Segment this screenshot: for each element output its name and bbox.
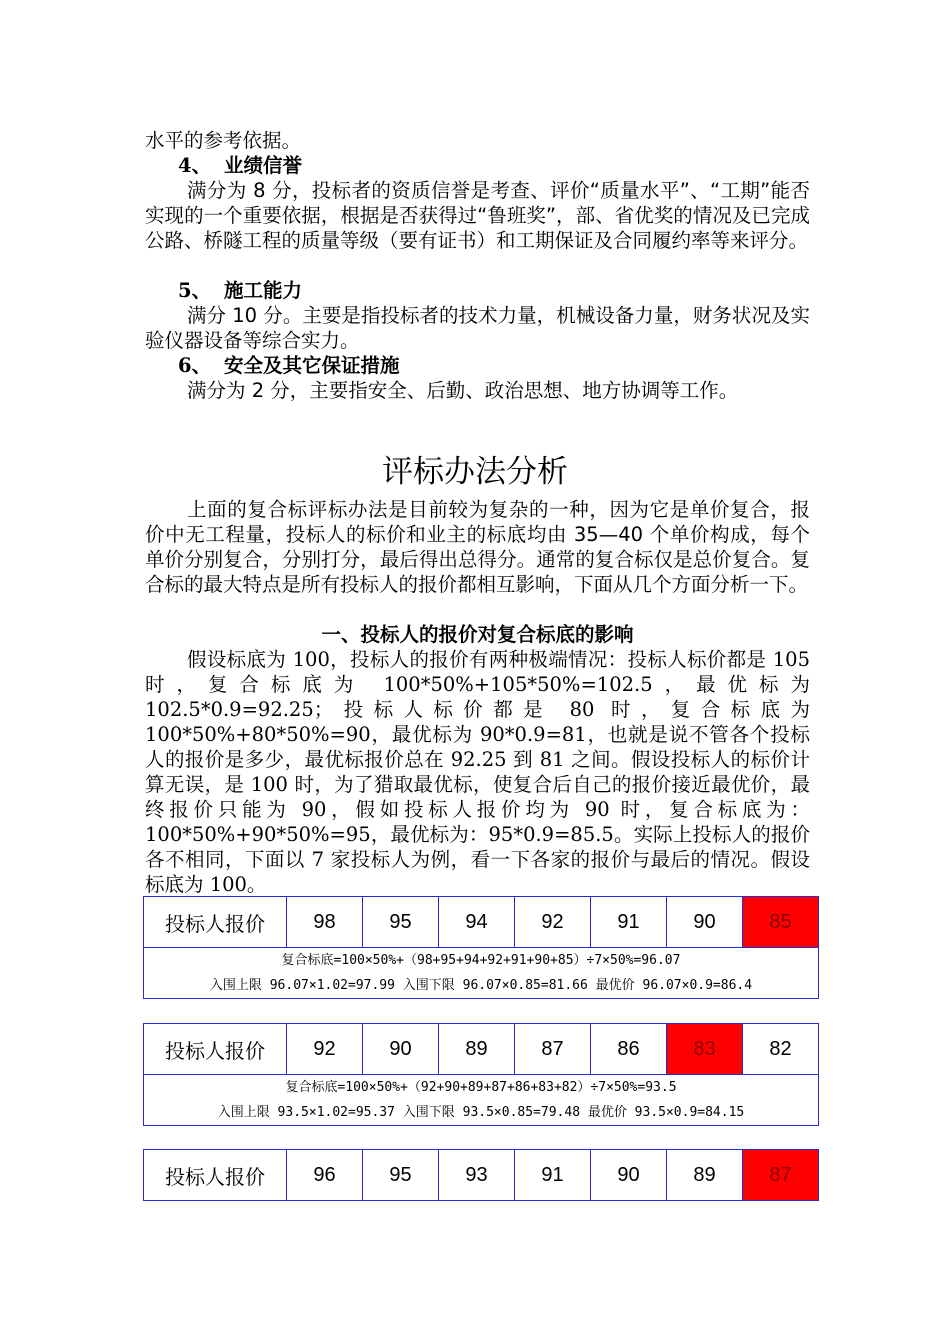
row-label: 投标人报价 <box>144 1024 287 1075</box>
bid-value-cell: 82 <box>743 1024 819 1075</box>
row-label: 投标人报价 <box>144 1150 287 1201</box>
bid-table-2 <box>143 1023 819 1126</box>
table-row <box>144 1150 819 1201</box>
bid-value-cell: 95 <box>363 897 439 948</box>
bid-value-cell: 92 <box>515 897 591 948</box>
heading-number: 6、 <box>178 354 212 377</box>
heading-6 <box>178 353 400 378</box>
heading-5 <box>178 278 302 303</box>
heading-number: 4、 <box>178 154 212 177</box>
bid-value-cell: 91 <box>515 1150 591 1201</box>
heading-number: 5、 <box>178 279 212 302</box>
bid-value-cell-highlight: 85 <box>743 897 819 948</box>
paragraph-tail: 水平的参考依据。 <box>145 129 302 152</box>
bid-value-cell: 89 <box>667 1150 743 1201</box>
limits-line: 入围上限 93.5×1.02=95.37 入围下限 93.5×0.85=79.48 最优价 93.5×0.9=84.15 <box>217 1105 745 1120</box>
heading-4 <box>178 153 302 178</box>
bid-value-cell: 90 <box>591 1150 667 1201</box>
table-row <box>144 897 819 948</box>
composite-base-line: 复合标底=100×50%+（92+90+89+87+86+83+82）÷7×50%=93.5 <box>285 1080 677 1095</box>
bid-value-cell: 98 <box>287 897 363 948</box>
subsection-title: 一、投标人的报价对复合标底的影响 <box>321 623 634 646</box>
bid-value-cell-highlight: 83 <box>667 1024 743 1075</box>
table-note-cell <box>144 1075 819 1126</box>
bid-value-cell: 91 <box>591 897 667 948</box>
heading-title: 施工能力 <box>224 279 303 302</box>
section-title: 评标办法分析 <box>382 454 568 490</box>
table-note-cell <box>144 948 819 999</box>
paragraph-body: 满分为 8 分，投标者的资质信誉是考查、评价“质量水平”、“工期”能否实现的一个重要依据，根据是否获得过“鲁班奖”，部、省优奖的情况及已完成公路、桥隧工程的质量等级（要有证书）和工期保证及合同履约率等来评分。 <box>145 179 810 252</box>
table-row <box>144 948 819 999</box>
bid-table-3 <box>143 1149 819 1201</box>
heading-title: 安全及其它保证措施 <box>224 354 400 377</box>
bid-value-cell: 86 <box>591 1024 667 1075</box>
paragraph-analysis: 假设标底为 100，投标人的报价有两种极端情况：投标人标价都是 105 时，复合标底为 100*50%+105*50%=102.5，最优标为 102.5*0.9=92.25；投标人标价都是 80 时，复合标底为 100*50%+80*50%=90，最优标为 90*0.9=81，也就是说不管各个投标人的报价是多少，最优标报价总在 92.25 到 81 之间。假设投标人的标价计算无误，是 100 时，为了猎取最优标，使复合后自己的报价接近最优价，最终报价只能为 90，假如投标人报价均为 90 时，复合标底为：100*50%+90*50%=95，最优标为：95*0.9=85.5。实际上投标人的报价各不相同，下面以 7 家投标人为例，看一下各家的报价与最后的情况。假设标底为 100。 <box>145 648 810 896</box>
bid-value-cell: 94 <box>439 897 515 948</box>
paragraph-body: 满分 10 分。主要是指投标者的技术力量，机械设备力量，财务状况及实验仪器设备等综合实力。 <box>145 304 810 352</box>
limits-line: 入围上限 96.07×1.02=97.99 入围下限 96.07×0.85=81.66 最优价 96.07×0.9=86.4 <box>209 978 753 993</box>
bid-table-1 <box>143 896 819 999</box>
bid-value-cell: 90 <box>363 1024 439 1075</box>
composite-base-line: 复合标底=100×50%+（98+95+94+92+91+90+85）÷7×50%=96.07 <box>281 953 681 968</box>
paragraph-body: 满分为 2 分，主要指安全、后勤、政治思想、地方协调等工作。 <box>187 379 739 402</box>
bid-value-cell: 93 <box>439 1150 515 1201</box>
bid-value-cell: 89 <box>439 1024 515 1075</box>
bid-value-cell: 90 <box>667 897 743 948</box>
bid-value-cell: 95 <box>363 1150 439 1201</box>
bid-value-cell: 92 <box>287 1024 363 1075</box>
bid-value-cell-highlight: 87 <box>743 1150 819 1201</box>
row-label: 投标人报价 <box>144 897 287 948</box>
heading-title: 业绩信誉 <box>224 154 303 177</box>
table-row <box>144 1075 819 1126</box>
bid-value-cell: 87 <box>515 1024 591 1075</box>
table-row <box>144 1024 819 1075</box>
bid-value-cell: 96 <box>287 1150 363 1201</box>
paragraph-intro: 上面的复合标评标办法是目前较为复杂的一种，因为它是单价复合，报价中无工程量，投标人的标价和业主的标底均由 35—40 个单价构成，每个单价分别复合，分别打分，最后得出总得分。通常的复合标仅是总价复合。复合标的最大特点是所有投标人的报价都相互影响，下面从几个方面分析一下。 <box>145 498 810 596</box>
